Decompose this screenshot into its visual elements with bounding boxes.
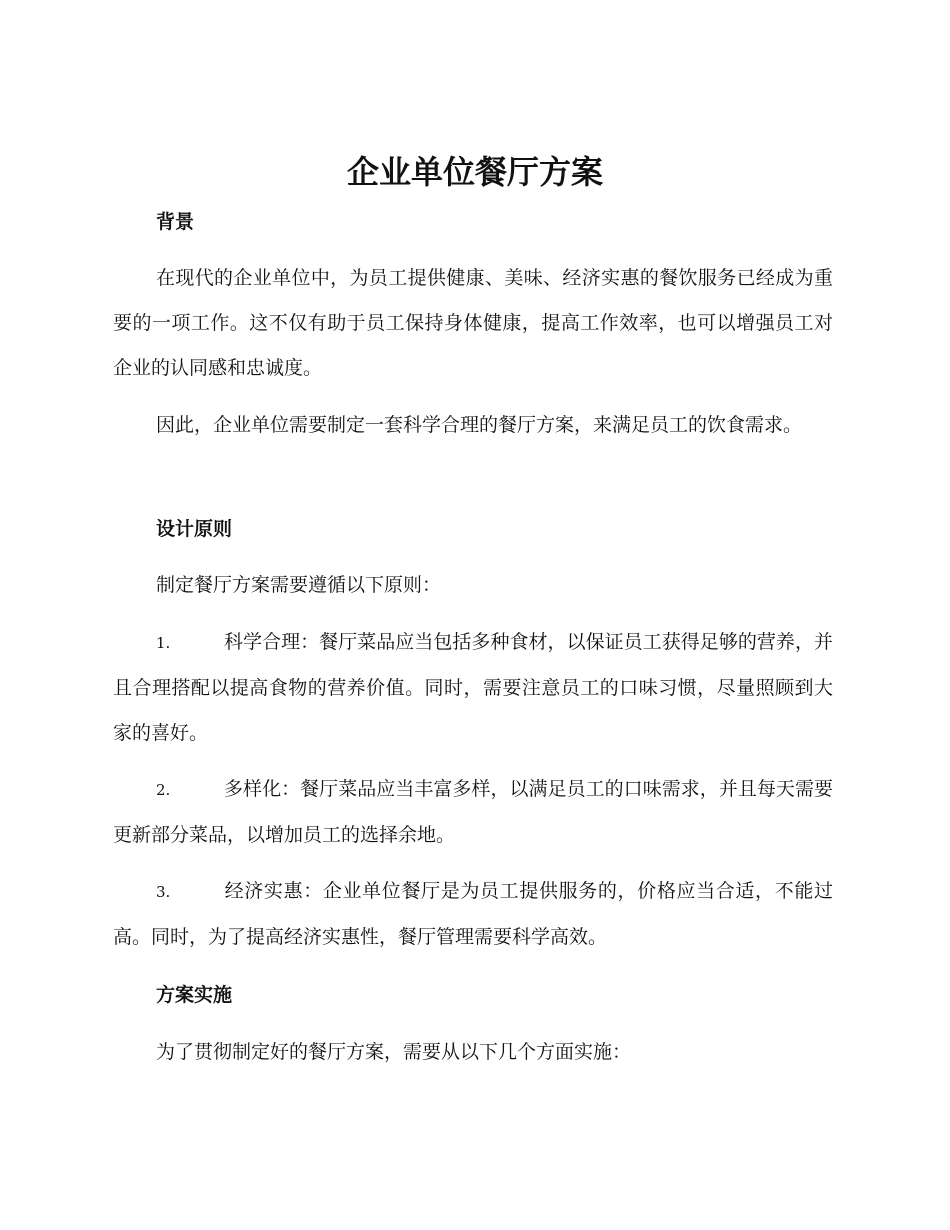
list-number: 3. bbox=[156, 883, 171, 901]
principles-intro: 制定餐厅方案需要遵循以下原则： bbox=[156, 574, 442, 596]
list-number: 2. bbox=[156, 781, 171, 799]
background-paragraph-2: 因此，企业单位需要制定一套科学合理的餐厅方案，来满足员工的饮食需求。 bbox=[156, 414, 803, 436]
section-heading-principles: 设计原则 bbox=[156, 518, 233, 540]
principle-item-1 bbox=[113, 620, 833, 756]
list-item-text: 多样化：餐厅菜品应当丰富多样，以满足员工的口味需求，并且每天需要更新部分菜品，以增加员工的选择余地。 bbox=[113, 778, 833, 846]
list-item-text: 科学合理：餐厅菜品应当包括多种食材，以保证员工获得足够的营养，并且合理搭配以提高食物的营养价值。同时，需要注意员工的口味习惯，尽量照顾到大家的喜好。 bbox=[113, 631, 833, 744]
principle-item-3 bbox=[113, 869, 833, 960]
list-number: 1. bbox=[156, 634, 171, 652]
document-title: 企业单位餐厅方案 bbox=[346, 153, 603, 191]
principle-item-2 bbox=[113, 767, 833, 858]
section-heading-implementation: 方案实施 bbox=[156, 984, 233, 1006]
section-heading-background: 背景 bbox=[156, 211, 195, 233]
list-item-text: 经济实惠：企业单位餐厅是为员工提供服务的，价格应当合适，不能过高。同时，为了提高经济实惠性，餐厅管理需要科学高效。 bbox=[113, 880, 833, 948]
implementation-intro: 为了贯彻制定好的餐厅方案，需要从以下几个方面实施： bbox=[156, 1041, 632, 1063]
background-paragraph-1: 在现代的企业单位中，为员工提供健康、美味、经济实惠的餐饮服务已经成为重要的一项工作。这不仅有助于员工保持身体健康，提高工作效率，也可以增强员工对企业的认同感和忠诚度。 bbox=[113, 267, 833, 379]
